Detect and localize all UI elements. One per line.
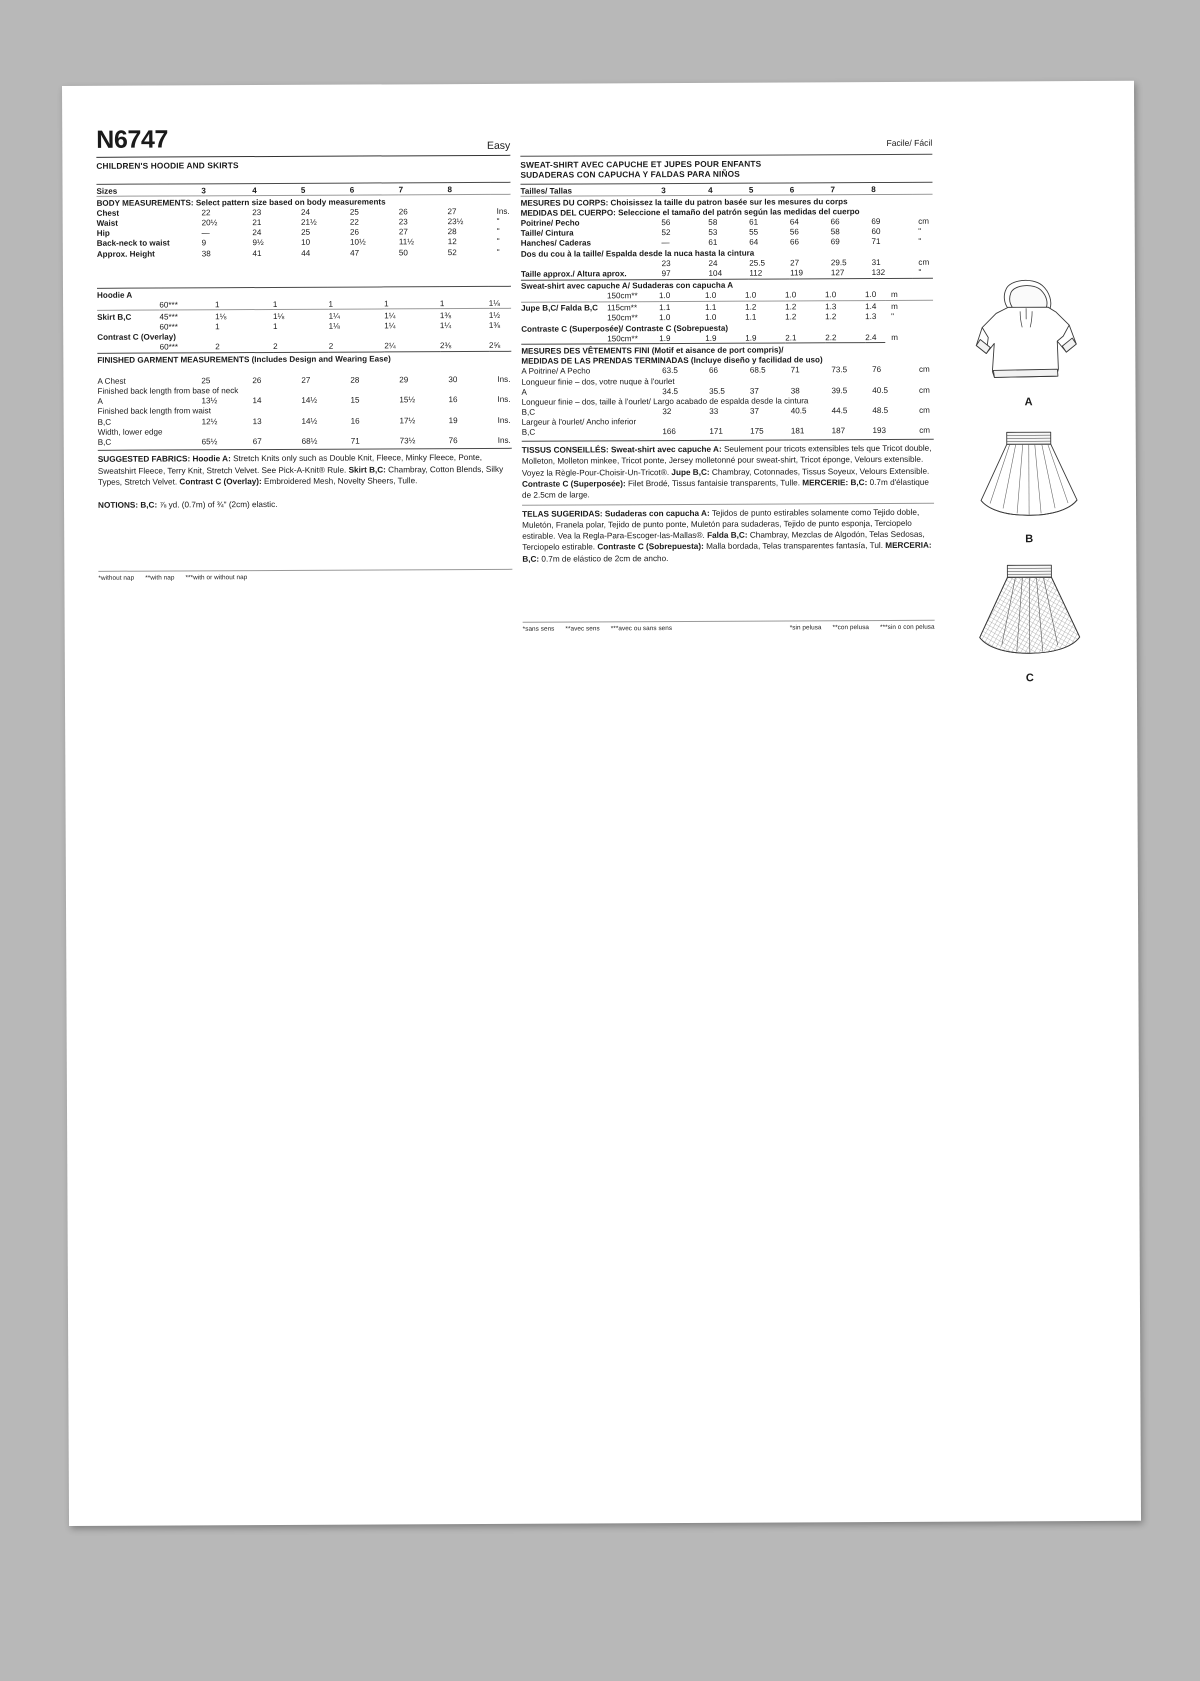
footnote-item: ***sin o con pelusa (880, 623, 935, 632)
cell: 1.0 (659, 313, 671, 323)
skirt-b-illustration (959, 422, 1100, 531)
english-yardage-table-2 (97, 308, 511, 365)
artwork-c (944, 557, 1115, 685)
cell: 187 (831, 426, 846, 436)
difficulty-label-en: Easy (486, 139, 511, 152)
cell: 1.9 (659, 333, 671, 343)
cell: 52 (447, 247, 457, 257)
row-unit: cm (919, 405, 930, 415)
size-col-7: 7 (830, 183, 871, 195)
body-measurements-heading: BODY MEASUREMENTS: Select pattern size based on body measurements (97, 194, 511, 208)
cell: 25.5 (749, 258, 766, 268)
row-unit: m (891, 290, 898, 300)
cell: 28 (350, 375, 360, 385)
footnote-item: ***avec ou sans sens (610, 625, 673, 633)
cell: 17½ (399, 415, 416, 425)
cell: 2¼ (384, 341, 396, 351)
footnote-item: *without nap (98, 574, 135, 582)
cell: 24 (708, 258, 718, 268)
row-label: A (97, 396, 103, 406)
cell: 41 (252, 248, 262, 258)
cell: 44.5 (831, 406, 848, 416)
size-col-3: 3 (201, 184, 252, 196)
suggested-fabrics-text-es: TELAS SUGERIDAS: Sudaderas con capucha A: Tejidos de punto estirables solamente como Tejido doble, Muletón, Franela polar, Tejido de punto ponte, Muletón para sudaderas, Tejido de punto esponja, Terciopelo estirable. Vea la Regla-Para-Escoger-las-Mallas®. Falda B,C: Chambray, Mezclas de Algodón, Telas Sedosas, Terciopelo estirable. Contraste C (Sobrepuesta): Malla bordada, Telas transparentes fantasía, Tul. MERCERIA: B,C: 0.7m de elástico de 2cm de ancho. (522, 507, 932, 564)
difficulty-label-fr-es: Facile/ Fácil (886, 137, 933, 148)
cell: 9½ (252, 238, 264, 248)
yardage-group-label: Contrast C (Overlay) (97, 332, 176, 343)
cell: 64 (749, 237, 759, 247)
footnotes-en (98, 572, 512, 581)
artwork-column (942, 123, 1115, 685)
cell: 193 (872, 426, 886, 436)
cell: 61 (749, 217, 759, 227)
cell: 1 (215, 322, 220, 332)
cell: 73.5 (831, 365, 848, 375)
row-unit: Ins. (497, 374, 511, 384)
row-caption: Longueur finie – dos, taille à l'ourlet/ Largo acabado de espalda desde la cintura (521, 396, 809, 407)
row-unit: cm (918, 216, 930, 226)
fabric-width: 60*** (159, 342, 179, 352)
row-label: A Poitrine/ A Pecho (521, 366, 591, 377)
row-unit: m (885, 300, 933, 312)
body-measurements-heading-fr: MESURES DU CORPS: Choisissez la taille du patron basée sur les mesures du corps (521, 194, 933, 208)
cell: 2.2 (825, 333, 837, 343)
footnotes-metric (523, 624, 935, 633)
row-unit: cm (918, 257, 930, 267)
cell: 48.5 (872, 406, 889, 416)
cell: 61 (708, 238, 718, 248)
size-col-5: 5 (749, 183, 790, 195)
row-label: Taille approx./ Altura aprox. (520, 269, 627, 279)
cell: 1.2 (825, 312, 837, 322)
cell: 1 (272, 322, 278, 332)
cell: 24 (252, 228, 262, 238)
row-unit: " (496, 237, 500, 247)
cell: 39.5 (831, 385, 848, 395)
cell: 66 (789, 237, 799, 247)
footnote-item: **avec sens (565, 625, 600, 633)
fabrics-divider (98, 448, 512, 451)
unit-col-header (912, 182, 933, 194)
cell: 56 (789, 227, 799, 237)
backneck-caption: Dos du cou à la taille/ Espalda desde la nuca hasta la cintura (520, 248, 755, 259)
cell: 47 (350, 248, 360, 258)
cell: 58 (830, 227, 840, 237)
cell: 2⅝ (488, 341, 501, 351)
row-label: Poitrine/ Pecho (520, 218, 580, 228)
cell: 1.4 (865, 300, 885, 312)
cell: 23 (252, 207, 262, 217)
cell: 10 (301, 238, 311, 248)
pattern-title-es: SUDADERAS CON CAPUCHA Y FALDAS PARA NIÑOS (520, 168, 740, 180)
cell: 1.9 (745, 333, 757, 343)
row-unit: " (496, 247, 500, 257)
cell: 23 (661, 258, 671, 268)
cell: 1.0 (745, 290, 757, 300)
cell: 65½ (201, 437, 218, 447)
cell: 23½ (447, 217, 464, 227)
footnote-item: ***with or without nap (185, 573, 248, 582)
row-label: B,C (97, 437, 112, 447)
cell: 15½ (399, 395, 416, 405)
cell: 37 (749, 386, 759, 396)
cell: 71 (350, 436, 360, 446)
cell: 1½ (489, 309, 511, 321)
cell: 1 (215, 300, 220, 310)
metric-fabrics-divider-2 (522, 502, 934, 505)
pattern-number: N6747 (96, 125, 169, 154)
cell: 2 (273, 342, 278, 352)
cell: 1 (384, 299, 389, 309)
metric-finished-table (521, 364, 933, 437)
cell: 38 (201, 248, 211, 258)
cell: 26 (398, 207, 408, 217)
row-caption: Finished back length from base of neck (97, 386, 239, 396)
cell: 37 (749, 406, 760, 416)
size-col-7: 7 (399, 183, 448, 195)
pattern-envelope-back (62, 81, 1141, 1526)
cell: 2 (328, 342, 334, 352)
cell: 63.5 (662, 366, 678, 376)
size-col-8: 8 (447, 182, 490, 194)
metric-fabrics-divider (522, 439, 934, 442)
cell: 171 (709, 427, 723, 437)
cell: 53 (708, 227, 718, 237)
row-label: Waist (96, 218, 118, 228)
cell: 40.5 (790, 406, 807, 416)
cell: 73½ (399, 436, 416, 446)
cell: 112 (749, 268, 763, 278)
cell: 27 (447, 206, 457, 216)
pattern-title-fr: SWEAT-SHIRT AVEC CAPUCHE ET JUPES POUR ENFANTS (520, 158, 762, 170)
cell: 20½ (201, 218, 218, 228)
row-label: Hanches/ Caderas (520, 238, 591, 249)
footnote-divider (98, 568, 512, 571)
cell: 19 (448, 415, 458, 425)
footnote-item: *sans sens (522, 625, 555, 633)
size-col-4: 4 (252, 183, 301, 195)
row-unit: " (918, 226, 922, 236)
cell: 24 (300, 207, 311, 217)
finished-measurements-heading-es: MEDIDAS DE LAS PRENDAS TERMINADAS (Incluye diseño y facilidad de uso) (521, 355, 823, 366)
cell: 64 (789, 217, 799, 227)
row-unit: Ins. (497, 415, 511, 425)
cell: 2 (215, 342, 220, 352)
row-label: A Chest (97, 376, 126, 386)
english-measurements-table (96, 182, 510, 259)
artwork-letter-c: C (1025, 672, 1034, 685)
cell: 1¼ (384, 309, 440, 321)
cell: — (201, 228, 210, 238)
cell: 2.1 (785, 333, 797, 343)
fabric-width: 150cm** (607, 291, 638, 301)
cell: 26 (349, 227, 359, 237)
cell: 132 (871, 267, 886, 277)
english-yardage-table (97, 286, 511, 310)
row-unit: Ins. (496, 206, 510, 216)
cell: 1.0 (785, 290, 797, 300)
cell: 127 (830, 268, 845, 278)
cell: 76 (448, 435, 458, 445)
cell: 16 (350, 416, 360, 426)
finished-measurements-heading: FINISHED GARMENT MEASUREMENTS (Includes Design and Wearing Ease) (97, 351, 511, 365)
cell: 2⅜ (439, 341, 452, 351)
size-col-6: 6 (790, 183, 831, 195)
fabric-width: 115cm** (607, 301, 659, 313)
cell: 27 (301, 375, 311, 385)
artwork-b (944, 422, 1115, 546)
cell: 166 (662, 427, 676, 437)
row-label: Back-neck to waist (96, 238, 170, 249)
cell: 28 (447, 227, 457, 237)
cell: 1.0 (705, 313, 717, 323)
cell: 16 (448, 395, 458, 405)
cell: 56 (661, 217, 671, 228)
header-divider (96, 155, 510, 158)
row-unit: " (496, 227, 500, 237)
cell: 1 (272, 299, 278, 309)
row-unit: Ins. (497, 394, 511, 405)
cell: 1⅛ (273, 310, 329, 322)
skirt-c-illustration (959, 557, 1100, 670)
row-unit: cm (918, 365, 930, 375)
cell: 1.0 (865, 290, 877, 300)
cell: 1¼ (329, 309, 385, 321)
unit-col-header (490, 182, 510, 194)
row-label: Chest (96, 208, 120, 218)
cell: 29 (399, 375, 409, 385)
row-unit: " (918, 267, 922, 277)
artwork-letter-a: A (1024, 396, 1033, 409)
cell: 2.4 (865, 332, 877, 342)
cell: 30 (448, 374, 458, 384)
cell: 69 (830, 237, 840, 247)
cell: 67 (252, 436, 262, 446)
size-col-4: 4 (708, 183, 749, 195)
cell: 40.5 (872, 385, 889, 395)
cell: 60 (871, 227, 881, 237)
cell: 22 (349, 217, 359, 227)
cell: 25 (201, 376, 211, 386)
artwork-a (943, 275, 1114, 409)
row-unit: " (496, 216, 500, 226)
notions-text: NOTIONS: B,C: ⅞ yd. (0.7m) of ¾" (2cm) elastic. (98, 500, 278, 511)
yardage-group-label: Skirt B,C (97, 310, 159, 322)
cell: 69 (871, 216, 881, 227)
cell: 1.1 (659, 301, 705, 313)
row-unit: " (891, 312, 895, 322)
row-label: B,C (97, 417, 112, 427)
cell: 1.1 (745, 313, 757, 323)
cell: 13½ (201, 396, 218, 406)
fabric-width: 150cm** (607, 334, 638, 344)
cell: 181 (790, 426, 805, 436)
row-caption: Largeur à l'ourlet/ Ancho inferior (521, 417, 637, 428)
cell: 11½ (398, 237, 415, 247)
cell: 1.2 (785, 312, 797, 322)
cell: 1.1 (705, 301, 745, 313)
cell: 1 (328, 299, 334, 309)
cell: 21½ (301, 217, 317, 227)
body-measurements-heading-es: MEDIDAS DEL CUERPO: Seleccione el tamaño del patrón según las medidas del cuerpo (520, 206, 860, 218)
cell: 1⅛ (488, 298, 501, 308)
cell: 9 (201, 238, 207, 248)
cell: 55 (749, 227, 759, 237)
size-col-3: 3 (661, 183, 708, 195)
cell: 1 (439, 298, 445, 308)
fabric-width: 45*** (159, 310, 215, 322)
metric-yardage-table (521, 289, 933, 366)
suggested-fabrics-text: SUGGESTED FABRICS: Hoodie A: Stretch Knits only such as Double Knit, Fleece, Minky Fleece, Ponte, Sweatshirt Fleece, Terry Knit, Stretch Velvet. See Pick-A-Knit® Rule. Skirt B,C: Chambray, Cotton Blends, Silky Types, Stretch Velvet. Contrast C (Overlay): Embroidered Mesh, Novelty Sheers, Tulle. (97, 453, 504, 487)
row-label: Taille/ Cintura (520, 228, 574, 238)
cell: 27 (398, 227, 408, 237)
cell: 1.2 (785, 301, 825, 313)
cell: 50 (398, 247, 408, 257)
cell: 68.5 (749, 365, 766, 375)
cell: 58 (708, 217, 718, 227)
english-finished-table (97, 374, 511, 447)
size-col-6: 6 (350, 183, 399, 195)
fabric-width: 60*** (159, 322, 178, 332)
suggested-fabrics-text-fr: TISSUS CONSEILLÉS: Sweat-shirt avec capuche A: Seulement pour tricots extensibles tels que Tricot double, Molleton, Molleton minkee, Tricot ponte, Jersey molletonné pour sweat-shirt, Tricot éponge, Velours extensible. Voyez la Règle-Pour-Choisir-Un-Tricot®. Jupe B,C: Chambray, Cotonnades, Tissus Soyeux, Velours Extensible. Contraste C (Superposée): Filet Brodé, Tissus fantaisie transparents, Tulle. MERCERIE: B,C: 0.7m d'élastique de 2.5cm de large. (521, 443, 932, 500)
row-caption: Longueur finie – dos, votre nuque à l'ourlet (521, 376, 675, 387)
cell: 14 (252, 396, 262, 406)
cell: 15 (350, 395, 360, 405)
artwork-letter-b: B (1025, 533, 1034, 546)
metric-measurements-table (520, 182, 933, 292)
cell: 21 (252, 217, 262, 228)
cell: 1⅜ (440, 309, 489, 321)
row-label: B,C (521, 407, 536, 417)
cell: 1¼ (439, 321, 452, 331)
cell: 76 (872, 365, 882, 375)
cell: 68½ (301, 436, 318, 446)
row-unit: m (891, 332, 899, 342)
cell: 27 (790, 258, 800, 268)
row-label: B,C (521, 428, 536, 438)
cell: 1.3 (865, 312, 877, 322)
row-caption: Finished back length from waist (97, 406, 211, 417)
cell: 25 (301, 227, 311, 237)
cell: 35.5 (709, 386, 725, 396)
cell: 1.0 (825, 290, 837, 300)
table-row (522, 426, 934, 438)
cell: 14½ (301, 395, 318, 405)
pattern-title-en: CHILDREN'S HOODIE AND SKIRTS (96, 160, 239, 171)
row-label: Approx. Height (96, 249, 155, 259)
cell: 12 (447, 237, 457, 247)
size-col-5: 5 (301, 183, 350, 195)
fabric-width: 150cm** (607, 313, 638, 323)
cell: 1.3 (825, 300, 865, 312)
size-col-8: 8 (871, 182, 912, 194)
footnotes-es (790, 624, 935, 632)
cell: 1⅛ (215, 310, 273, 322)
cell: 104 (708, 268, 723, 278)
row-unit: Ins. (497, 435, 511, 445)
cell: 1.2 (745, 301, 785, 313)
sizes-label: Sizes (96, 184, 201, 197)
metric-column (520, 124, 934, 633)
row-caption: Width, lower edge (97, 427, 163, 437)
sizes-label: Tailles/ Tallas (520, 184, 661, 197)
row-unit: cm (919, 385, 930, 395)
table-row (98, 435, 512, 447)
cell: 13 (252, 416, 262, 426)
footnotes-fr (523, 625, 684, 633)
cell: 10½ (349, 237, 366, 247)
cell: 1⅛ (328, 321, 340, 331)
yardage-group-label: Jupe B,C/ Falda B,C (521, 302, 607, 314)
cell: — (661, 238, 670, 248)
cell: 1¼ (384, 321, 396, 331)
cell: 22 (201, 208, 211, 218)
cell: 1.0 (659, 291, 671, 301)
cell: 119 (790, 268, 804, 278)
cell: 1.9 (705, 333, 717, 343)
finished-measurements-heading-fr: MESURES DES VÊTEMENTS FINI (Motif et aisance de port compris)/ (521, 343, 885, 356)
cell: 71 (871, 237, 881, 247)
footnote-item: *sin pelusa (789, 624, 822, 632)
cell: 71 (790, 365, 800, 375)
cell: 23 (398, 217, 408, 227)
english-column (96, 126, 512, 582)
yardage-group-label: Sweat-shirt avec capuche A/ Sudaderas con capucha A (521, 278, 933, 292)
cell: 38 (790, 386, 800, 396)
hoodie-illustration (958, 275, 1099, 394)
cell: 66 (830, 217, 840, 227)
yardage-group-label: Hoodie A (97, 286, 511, 300)
row-unit: cm (919, 426, 931, 436)
row-label: Hip (96, 228, 110, 238)
cell: 1.0 (705, 290, 717, 301)
cell: 25 (349, 207, 359, 217)
fabric-width: 60*** (159, 300, 178, 310)
footnote-item: **con pelusa (832, 624, 870, 632)
yardage-group-label: Contraste C (Superposée)/ Contraste C (Sobrepuesta) (521, 323, 729, 334)
cell: 1⅜ (488, 320, 501, 331)
metric-footnote-divider (523, 620, 935, 623)
cell: 26 (252, 375, 262, 385)
cell: 12½ (201, 416, 218, 426)
cell: 97 (661, 268, 671, 278)
cell: 29.5 (830, 257, 847, 267)
footnote-item: **with nap (145, 574, 175, 582)
cell: 175 (750, 427, 764, 437)
cell: 32 (662, 407, 672, 417)
cell: 31 (871, 257, 881, 267)
cell: 34.5 (662, 386, 679, 396)
cell: 44 (301, 248, 311, 258)
row-label: A (521, 387, 527, 397)
cell: 33 (709, 406, 719, 416)
cell: 14½ (301, 416, 318, 426)
cell: 52 (661, 228, 671, 238)
cell: 66 (709, 366, 719, 376)
row-unit: " (918, 237, 922, 247)
